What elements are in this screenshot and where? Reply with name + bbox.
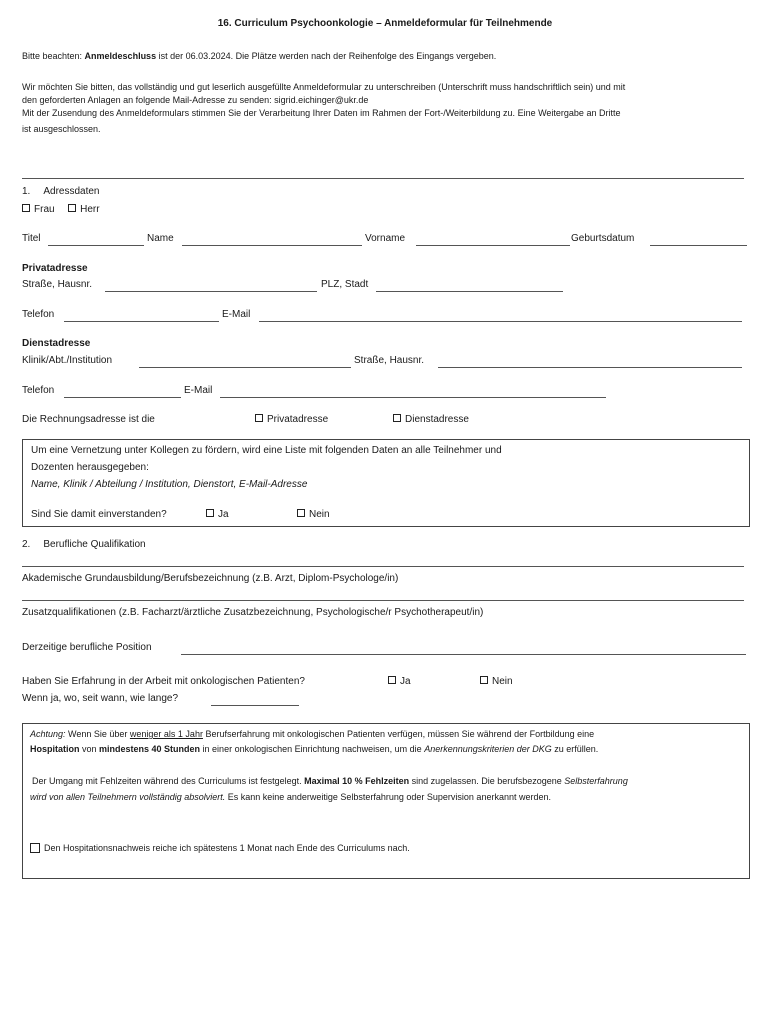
- field-name[interactable]: [182, 245, 362, 246]
- warning-text: sind zugelassen. Die berufsbezogene: [409, 776, 565, 786]
- section-2-number: 2.: [22, 539, 31, 550]
- label-additional: Zusatzqualifikationen (z.B. Facharzt/ärztliche Zusatzbezeichnung, Psychologische/r Psychotherapeut/in): [22, 607, 484, 618]
- label-work-email: E-Mail: [184, 385, 213, 396]
- checkbox-icon[interactable]: [393, 414, 401, 422]
- hospitation-confirmation[interactable]: [30, 843, 410, 854]
- field-work-email[interactable]: [220, 397, 606, 398]
- label-geburtsdatum: Geburtsdatum: [571, 233, 635, 244]
- salutation-frau[interactable]: [22, 204, 55, 215]
- intro-line-1: Wir möchten Sie bitten, das vollständig und gut leserlich ausgefüllte Anmeldeformular zu unterschreiben (Unterschrift muss handschriftlich sein) und mit: [22, 82, 626, 92]
- checkbox-icon[interactable]: [297, 509, 305, 517]
- warning-duration: weniger als 1 Jahr: [129, 729, 203, 739]
- hospitation-confirmation-label: Den Hospitationsnachweis reiche ich spätestens 1 Monat nach Ende des Curriculums nach.: [44, 843, 410, 853]
- label-titel: Titel: [22, 233, 41, 244]
- checkbox-icon[interactable]: [388, 676, 396, 684]
- field-academic[interactable]: [22, 566, 744, 567]
- label-name: Name: [147, 233, 174, 244]
- billing-option-private[interactable]: [255, 414, 328, 425]
- warning-text: zu erfüllen.: [551, 744, 599, 754]
- salutation-herr[interactable]: [68, 204, 99, 215]
- billing-label: Die Rechnungsadresse ist die: [22, 414, 155, 425]
- intro-line-2: den geforderten Anlagen an folgende Mail-Adresse zu senden: sigrid.eichinger@ukr.de: [22, 95, 369, 105]
- field-work-street[interactable]: [438, 367, 742, 368]
- label-work-street: Straße, Hausnr.: [354, 355, 425, 366]
- network-option-ja-label: Ja: [218, 509, 229, 520]
- field-private-phone[interactable]: [64, 321, 219, 322]
- salutation-frau-label: Frau: [34, 204, 55, 215]
- label-private-phone: Telefon: [22, 309, 55, 320]
- warning-text: Es kann keine anderweitige Selbsterfahrung oder Supervision anerkannt werden.: [225, 792, 551, 802]
- experience-option-ja[interactable]: [388, 676, 411, 687]
- label-work-phone: Telefon: [22, 385, 55, 396]
- checkbox-icon[interactable]: [255, 414, 263, 422]
- warning-hospitation: Hospitation: [30, 744, 80, 754]
- salutation-group: [22, 204, 100, 215]
- label-academic: Akademische Grundausbildung/Berufsbezeichnung (z.B. Arzt, Diplom-Psychologe/in): [22, 573, 399, 584]
- salutation-herr-label: Herr: [80, 204, 100, 215]
- deadline-label: Anmeldeschluss: [84, 51, 157, 61]
- warning-paragraph-1-line-2: [30, 744, 598, 754]
- warning-self-experience: Selbsterfahrung: [564, 776, 628, 786]
- field-work-phone[interactable]: [64, 397, 181, 398]
- network-line-1: Um eine Vernetzung unter Kollegen zu fördern, wird eine Liste mit folgenden Daten an alle Teilnehmer und: [31, 445, 502, 456]
- network-question: Sind Sie damit einverstanden?: [31, 509, 167, 520]
- checkbox-icon[interactable]: [480, 676, 488, 684]
- work-address-heading: Dienstadresse: [22, 338, 91, 349]
- private-address-heading: Privatadresse: [22, 263, 88, 274]
- network-line-3: Name, Klinik / Abteilung / Institution, Dienstort, E-Mail-Adresse: [31, 479, 308, 490]
- checkbox-icon[interactable]: [68, 204, 76, 212]
- warning-paragraph-2-line-2: [30, 792, 551, 802]
- label-work-institution: Klinik/Abt./Institution: [22, 355, 113, 366]
- experience-followup: Wenn ja, wo, seit wann, wie lange?: [22, 693, 179, 704]
- divider: [22, 178, 744, 179]
- field-experience[interactable]: [211, 705, 299, 706]
- section-1-title: Adressdaten: [43, 186, 100, 197]
- deadline-notice: [22, 51, 496, 61]
- checkbox-icon[interactable]: [206, 509, 214, 517]
- warning-label: Achtung:: [30, 729, 66, 739]
- field-private-email[interactable]: [259, 321, 742, 322]
- field-vorname[interactable]: [416, 245, 570, 246]
- label-vorname: Vorname: [365, 233, 406, 244]
- warning-absence-limit: Maximal 10 % Fehlzeiten: [304, 776, 410, 786]
- field-work-institution[interactable]: [139, 367, 351, 368]
- intro-line-3: Mit der Zusendung des Anmeldeformulars stimmen Sie der Verarbeitung Ihrer Daten im Rahmen der Fort-/Weiterbildung zu. Eine Weitergabe an Dritte: [22, 108, 621, 118]
- warning-paragraph-1-line-1: [30, 729, 594, 739]
- page-title: 16. Curriculum Psychoonkologie – Anmeldeformular für Teilnehmende: [217, 18, 553, 29]
- warning-text: Der Umgang mit Fehlzeiten während des Curriculums ist festgelegt.: [32, 776, 305, 786]
- warning-criteria: Anerkennungskriterien der DKG: [424, 744, 552, 754]
- experience-option-nein[interactable]: [480, 676, 513, 687]
- experience-option-nein-label: Nein: [492, 676, 513, 687]
- warning-text: in einer onkologischen Einrichtung nachweisen, um die: [200, 744, 425, 754]
- notice-suffix: ist der 06.03.2024. Die Plätze werden nach der Reihenfolge des Eingangs vergeben.: [156, 51, 497, 61]
- warning-hours: mindestens 40 Stunden: [99, 744, 201, 754]
- intro-line-4: ist ausgeschlossen.: [22, 124, 101, 134]
- experience-option-ja-label: Ja: [400, 676, 411, 687]
- experience-question: Haben Sie Erfahrung in der Arbeit mit onkologischen Patienten?: [22, 676, 305, 687]
- warning-text: Berufserfahrung mit onkologischen Patienten verfügen, müssen Sie während der Fortbildung eine: [202, 729, 595, 739]
- section-1-heading: [22, 186, 100, 197]
- label-private-street: Straße, Hausnr.: [22, 279, 93, 290]
- label-private-email: E-Mail: [222, 309, 251, 320]
- network-option-ja[interactable]: [206, 509, 229, 520]
- network-line-2: Dozenten herausgegeben:: [31, 462, 149, 473]
- section-1-number: 1.: [22, 186, 31, 197]
- field-private-city[interactable]: [376, 291, 563, 292]
- label-position: Derzeitige berufliche Position: [22, 642, 152, 653]
- section-2-title: Berufliche Qualifikation: [43, 539, 146, 550]
- checkbox-icon[interactable]: [30, 843, 40, 853]
- checkbox-icon[interactable]: [22, 204, 30, 212]
- field-position[interactable]: [181, 654, 746, 655]
- warning-paragraph-2-line-1: [32, 776, 628, 786]
- section-2-heading: [22, 539, 146, 550]
- warning-text: Wenn Sie über: [65, 729, 130, 739]
- field-additional[interactable]: [22, 600, 744, 601]
- network-option-nein[interactable]: [297, 509, 330, 520]
- billing-option-work-label: Dienstadresse: [405, 414, 469, 425]
- billing-option-work[interactable]: [393, 414, 469, 425]
- warning-text: von: [79, 744, 100, 754]
- field-geburtsdatum[interactable]: [650, 245, 747, 246]
- field-titel[interactable]: [48, 245, 144, 246]
- field-private-street[interactable]: [105, 291, 317, 292]
- billing-option-private-label: Privatadresse: [267, 414, 329, 425]
- warning-text: wird von allen Teilnehmern vollständig absolviert.: [30, 792, 226, 802]
- notice-prefix: Bitte beachten:: [22, 51, 85, 61]
- network-option-nein-label: Nein: [309, 509, 330, 520]
- label-private-city: PLZ, Stadt: [321, 279, 369, 290]
